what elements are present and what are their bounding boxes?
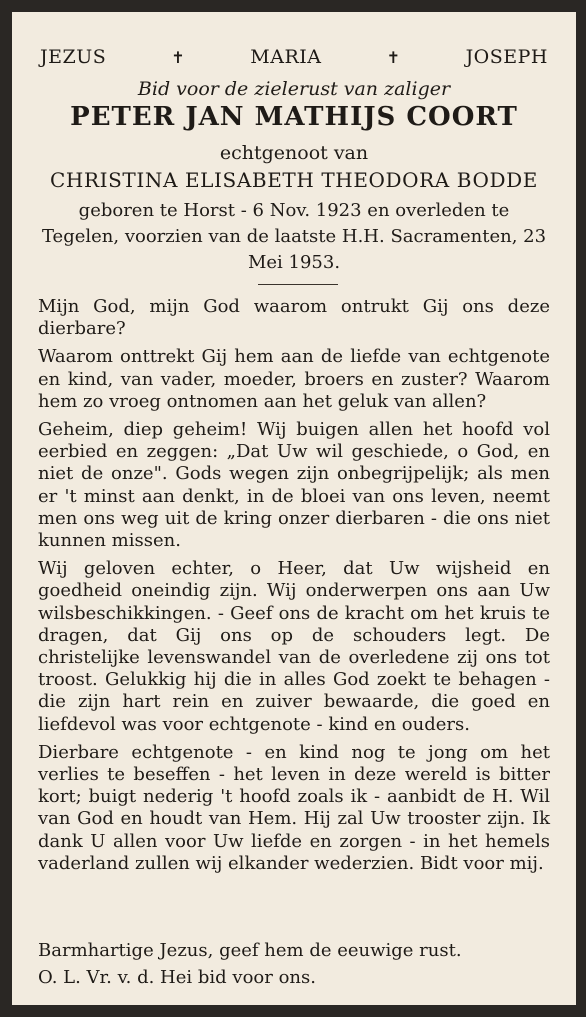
header-joseph: JOSEPH: [465, 46, 548, 68]
cross-icon: ✝: [386, 47, 401, 67]
paragraph: Wij geloven echter, o Heer, dat Uw wijsheid en goedheid oneindig zijn. Wij onderwerpen ons aan Uw wilsbeschikkingen. - Geef ons de kracht om het kruis te dragen, dat Gij ons op de schouders legt. De christelijke levenswandel van de overledene zij ons tot troost. Gelukkig hij die in alles God zoekt te behagen - die zijn hart rein en zuiver bewaarde, die goed en liefdevol was voor echtgenote - kind en ouders.: [38, 558, 550, 735]
header-jezus: JEZUS: [40, 46, 107, 68]
header-maria: MARIA: [250, 46, 322, 68]
cross-icon: ✝: [171, 47, 186, 67]
spouse-name: CHRISTINA ELISABETH THEODORA BODDE: [50, 168, 538, 192]
paragraph: Waarom onttrekt Gij hem aan de liefde van echtgenote en kind, van vader, moeder, broers en zuster? Waarom hem zo vroeg ontnomen aan het geluk van allen?: [38, 346, 550, 412]
deceased-name: PETER JAN MATHIJS COORT: [70, 102, 518, 132]
paragraph: Dierbare echtgenote - en kind nog te jong om het verlies te beseffen - het leven in deze wereld is bitter kort; buigt nederig 't hoofd zoals ik - aanbidt de H. Wil van God en houdt van Hem. Hij zal Uw trooster zijn. Ik dank U allen voor Uw liefde en zorgen - in het hemels vaderland zullen wij elkander wederzien. Bidt voor mij.: [38, 741, 550, 874]
biography: geboren te Horst - 6 Nov. 1923 en overleden te Tegelen, voorzien van de laatste H.H. Sacramenten, 23 Mei 1953.: [41, 200, 547, 273]
closing-invocation: O. L. Vr. v. d. Hei bid voor ons.: [38, 967, 316, 988]
body-text: [38, 296, 550, 881]
paragraph: Mijn God, mijn God waarom ontrukt Gij ons deze dierbare?: [38, 296, 550, 340]
intro-line: Bid voor de zielerust van zaliger: [137, 78, 451, 100]
divider: [258, 284, 338, 285]
spouse-label: echtgenoot van: [219, 142, 369, 164]
paragraph: Geheim, diep geheim! Wij buigen allen het hoofd vol eerbied en zeggen: „Dat Uw wil geschiede, o God, en niet de onze". Gods wegen zijn onbegrijpelijk; als men er 't minst aan denkt, in de bloei van ons leven, neemt men ons weg uit de kring onzer dierbaren - die ons niet kunnen missen.: [38, 419, 550, 552]
memorial-card: [12, 12, 576, 1005]
header-row: [40, 46, 548, 68]
closing-prayer: Barmhartige Jezus, geef hem de eeuwige rust.: [38, 940, 462, 961]
